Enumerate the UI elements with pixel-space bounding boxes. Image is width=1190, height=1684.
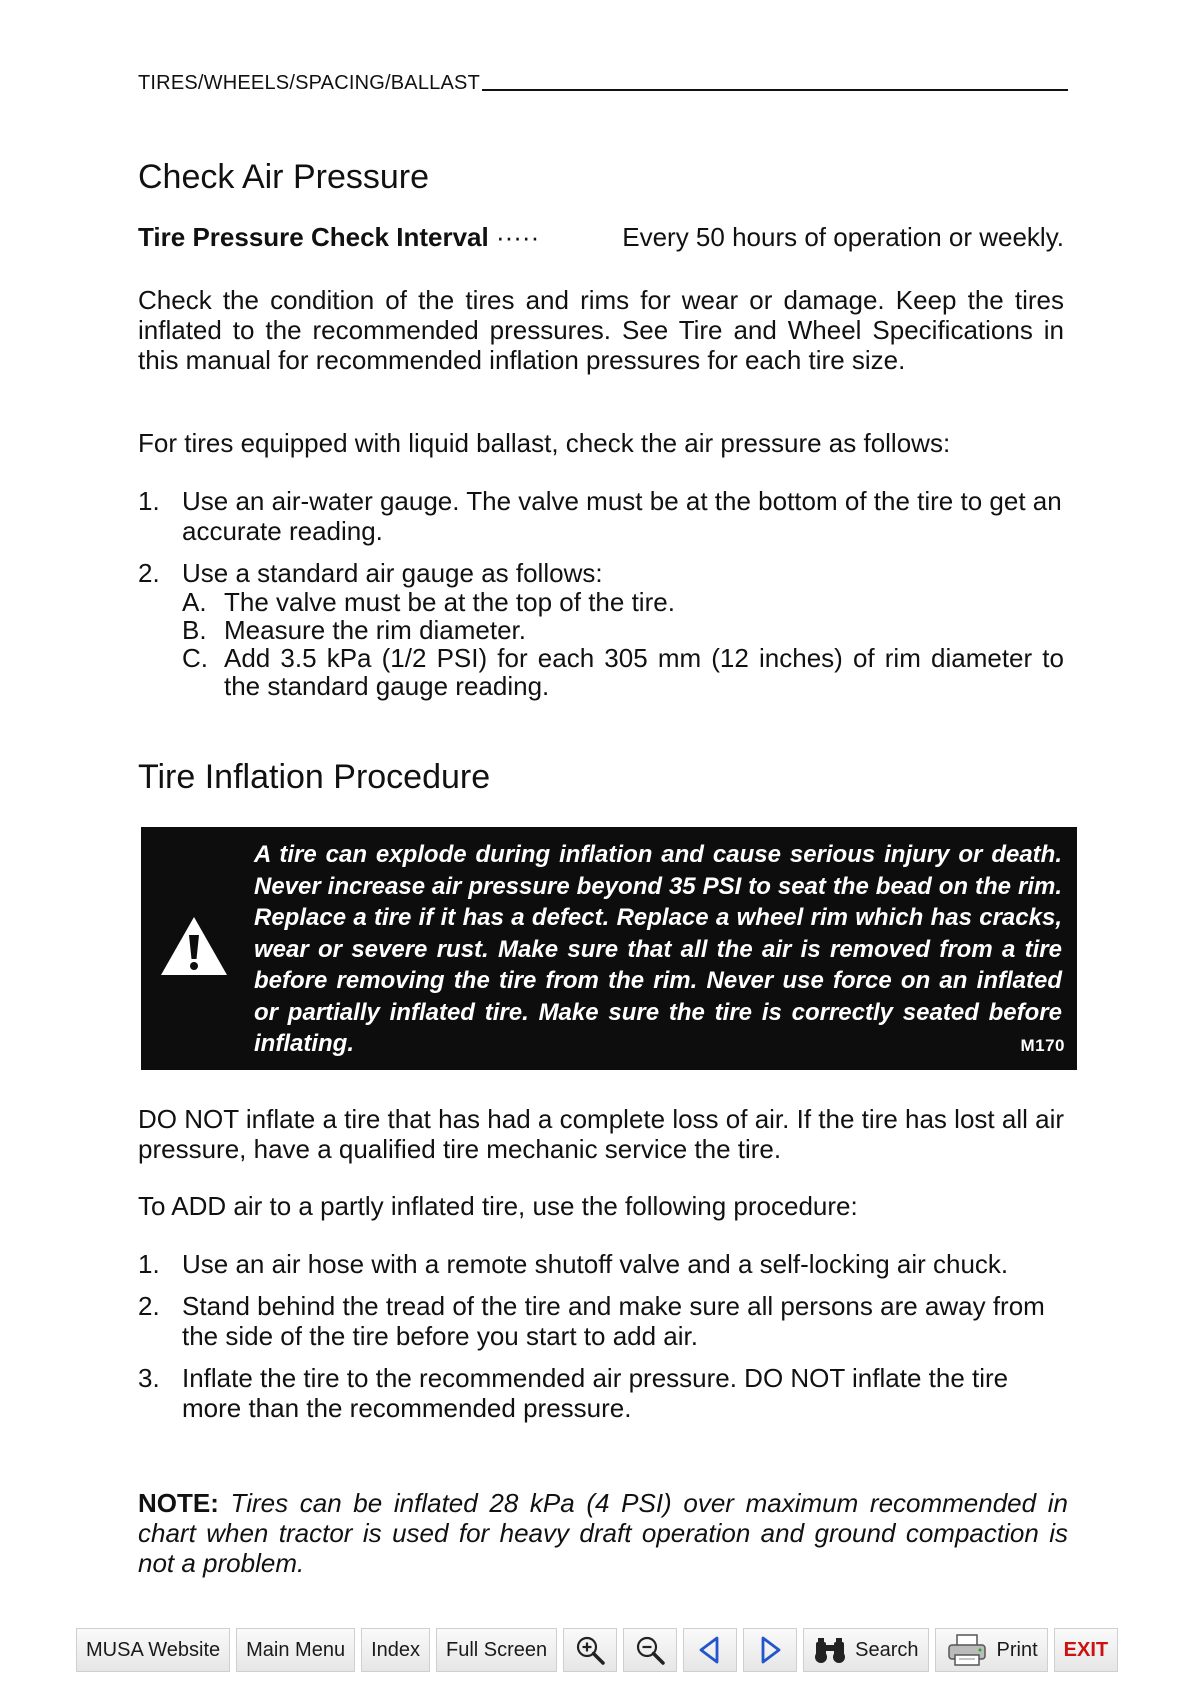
note-text: Tires can be inflated 28 kPa (4 PSI) over maximum recommended in chart when tractor is used for heavy draft operation and ground compaction is not a problem. <box>138 1488 1068 1578</box>
section-title: TIRES/WHEELS/SPACING/BALLAST <box>138 72 480 94</box>
substep-letter: A. <box>182 587 207 617</box>
step-number: 3. <box>138 1363 160 1393</box>
list-item <box>138 486 1064 546</box>
zoom-in-button[interactable] <box>563 1628 617 1672</box>
substep-letter: C. <box>182 643 208 673</box>
complete-loss-paragraph: DO NOT inflate a tire that has had a complete loss of air. If the tire has lost all air pressure, have a qualified tire mechanic service the tire. <box>138 1104 1064 1164</box>
substep-letter: B. <box>182 615 207 645</box>
print-button[interactable] <box>935 1628 1048 1672</box>
sub-list-item <box>182 588 1064 616</box>
printer-icon <box>945 1633 989 1667</box>
note-label: NOTE: <box>138 1488 219 1518</box>
add-air-intro-paragraph: To ADD air to a partly inflated tire, use the following procedure: <box>138 1191 858 1221</box>
check-interval-line <box>138 222 1064 253</box>
exit-button[interactable]: EXIT <box>1054 1628 1118 1672</box>
step-number: 1. <box>138 1249 160 1279</box>
binoculars-icon <box>813 1636 847 1664</box>
check-air-pressure-heading: Check Air Pressure <box>138 158 429 196</box>
ballast-check-steps <box>138 486 1064 700</box>
interval-value: Every 50 hours of operation or weekly. <box>622 222 1064 252</box>
zoom-in-icon <box>574 1634 606 1666</box>
step-number: 2. <box>138 558 160 588</box>
search-button[interactable] <box>803 1628 928 1672</box>
next-page-button[interactable] <box>743 1628 797 1672</box>
tire-inflation-heading: Tire Inflation Procedure <box>138 758 491 796</box>
list-item <box>138 1249 1064 1279</box>
next-page-icon <box>757 1635 783 1665</box>
zoom-out-icon <box>634 1634 666 1666</box>
note-block <box>138 1488 1068 1578</box>
sub-list-item <box>182 616 1064 644</box>
substep-text: Add 3.5 kPa (1/2 PSI) for each 305 mm (12 inches) of rim diameter to the standard gauge reading. <box>224 643 1064 701</box>
step-text: Use a standard air gauge as follows: <box>182 558 603 588</box>
step-text: Inflate the tire to the recommended air pressure. DO NOT inflate the tire more than the recommended pressure. <box>182 1363 1009 1423</box>
step-body <box>182 558 1064 700</box>
step-text: Use an air-water gauge. The valve must be at the bottom of the tire to get an accurate reading. <box>182 486 1062 546</box>
interval-label: Tire Pressure Check Interval <box>138 222 489 252</box>
sub-list-item <box>182 644 1064 700</box>
warning-code: M170 <box>1020 1036 1065 1055</box>
list-item <box>138 558 1064 700</box>
warning-text: A tire can explode during inflation and cause serious injury or death. Never increase air pressure beyond 35 PSI to seat the bead on the rim. Replace a tire if it has a defect. Replace a wheel rim which has cracks, wear or severe rust. Make sure that all the air is removed from a tire before removing the tire from the rim. Never use force on an inflated or partially inflated tire. Make sure the tire is correctly seated before inflating. <box>254 841 1062 1057</box>
step-text: Stand behind the tread of the tire and make sure all persons are away from the side of the tire before you start to add air. <box>182 1291 1045 1351</box>
main-menu-button[interactable]: Main Menu <box>236 1628 355 1672</box>
step-text: Use an air hose with a remote shutoff valve and a self-locking air chuck. <box>182 1249 1009 1279</box>
warning-triangle-icon <box>159 915 229 977</box>
musa-website-button[interactable]: MUSA Website <box>76 1628 230 1672</box>
list-item <box>138 1291 1064 1351</box>
substep-text: The valve must be at the top of the tire. <box>224 587 675 617</box>
search-label: Search <box>855 1638 919 1661</box>
interval-leader: ····· <box>495 222 540 252</box>
index-button[interactable]: Index <box>361 1628 430 1672</box>
header-rule <box>482 89 1068 91</box>
tire-condition-paragraph: Check the condition of the tires and rims for wear or damage. Keep the tires inflated to the recommended pressures. See Tire and Wheel Specifications in this manual for recommended inflation pressures for each tire size. <box>138 285 1064 375</box>
list-item <box>138 1363 1064 1423</box>
step-number: 1. <box>138 486 160 516</box>
safety-warning-box <box>141 827 1077 1070</box>
add-air-steps <box>138 1249 1064 1423</box>
zoom-out-button[interactable] <box>623 1628 677 1672</box>
step-number: 2. <box>138 1291 160 1321</box>
navigation-toolbar <box>76 1628 1118 1674</box>
print-label: Print <box>996 1638 1038 1661</box>
running-header <box>138 72 1068 95</box>
liquid-ballast-paragraph: For tires equipped with liquid ballast, check the air pressure as follows: <box>138 428 951 458</box>
previous-page-button[interactable] <box>683 1628 737 1672</box>
previous-page-icon <box>697 1635 723 1665</box>
substep-text: Measure the rim diameter. <box>224 615 527 645</box>
full-screen-button[interactable]: Full Screen <box>436 1628 557 1672</box>
